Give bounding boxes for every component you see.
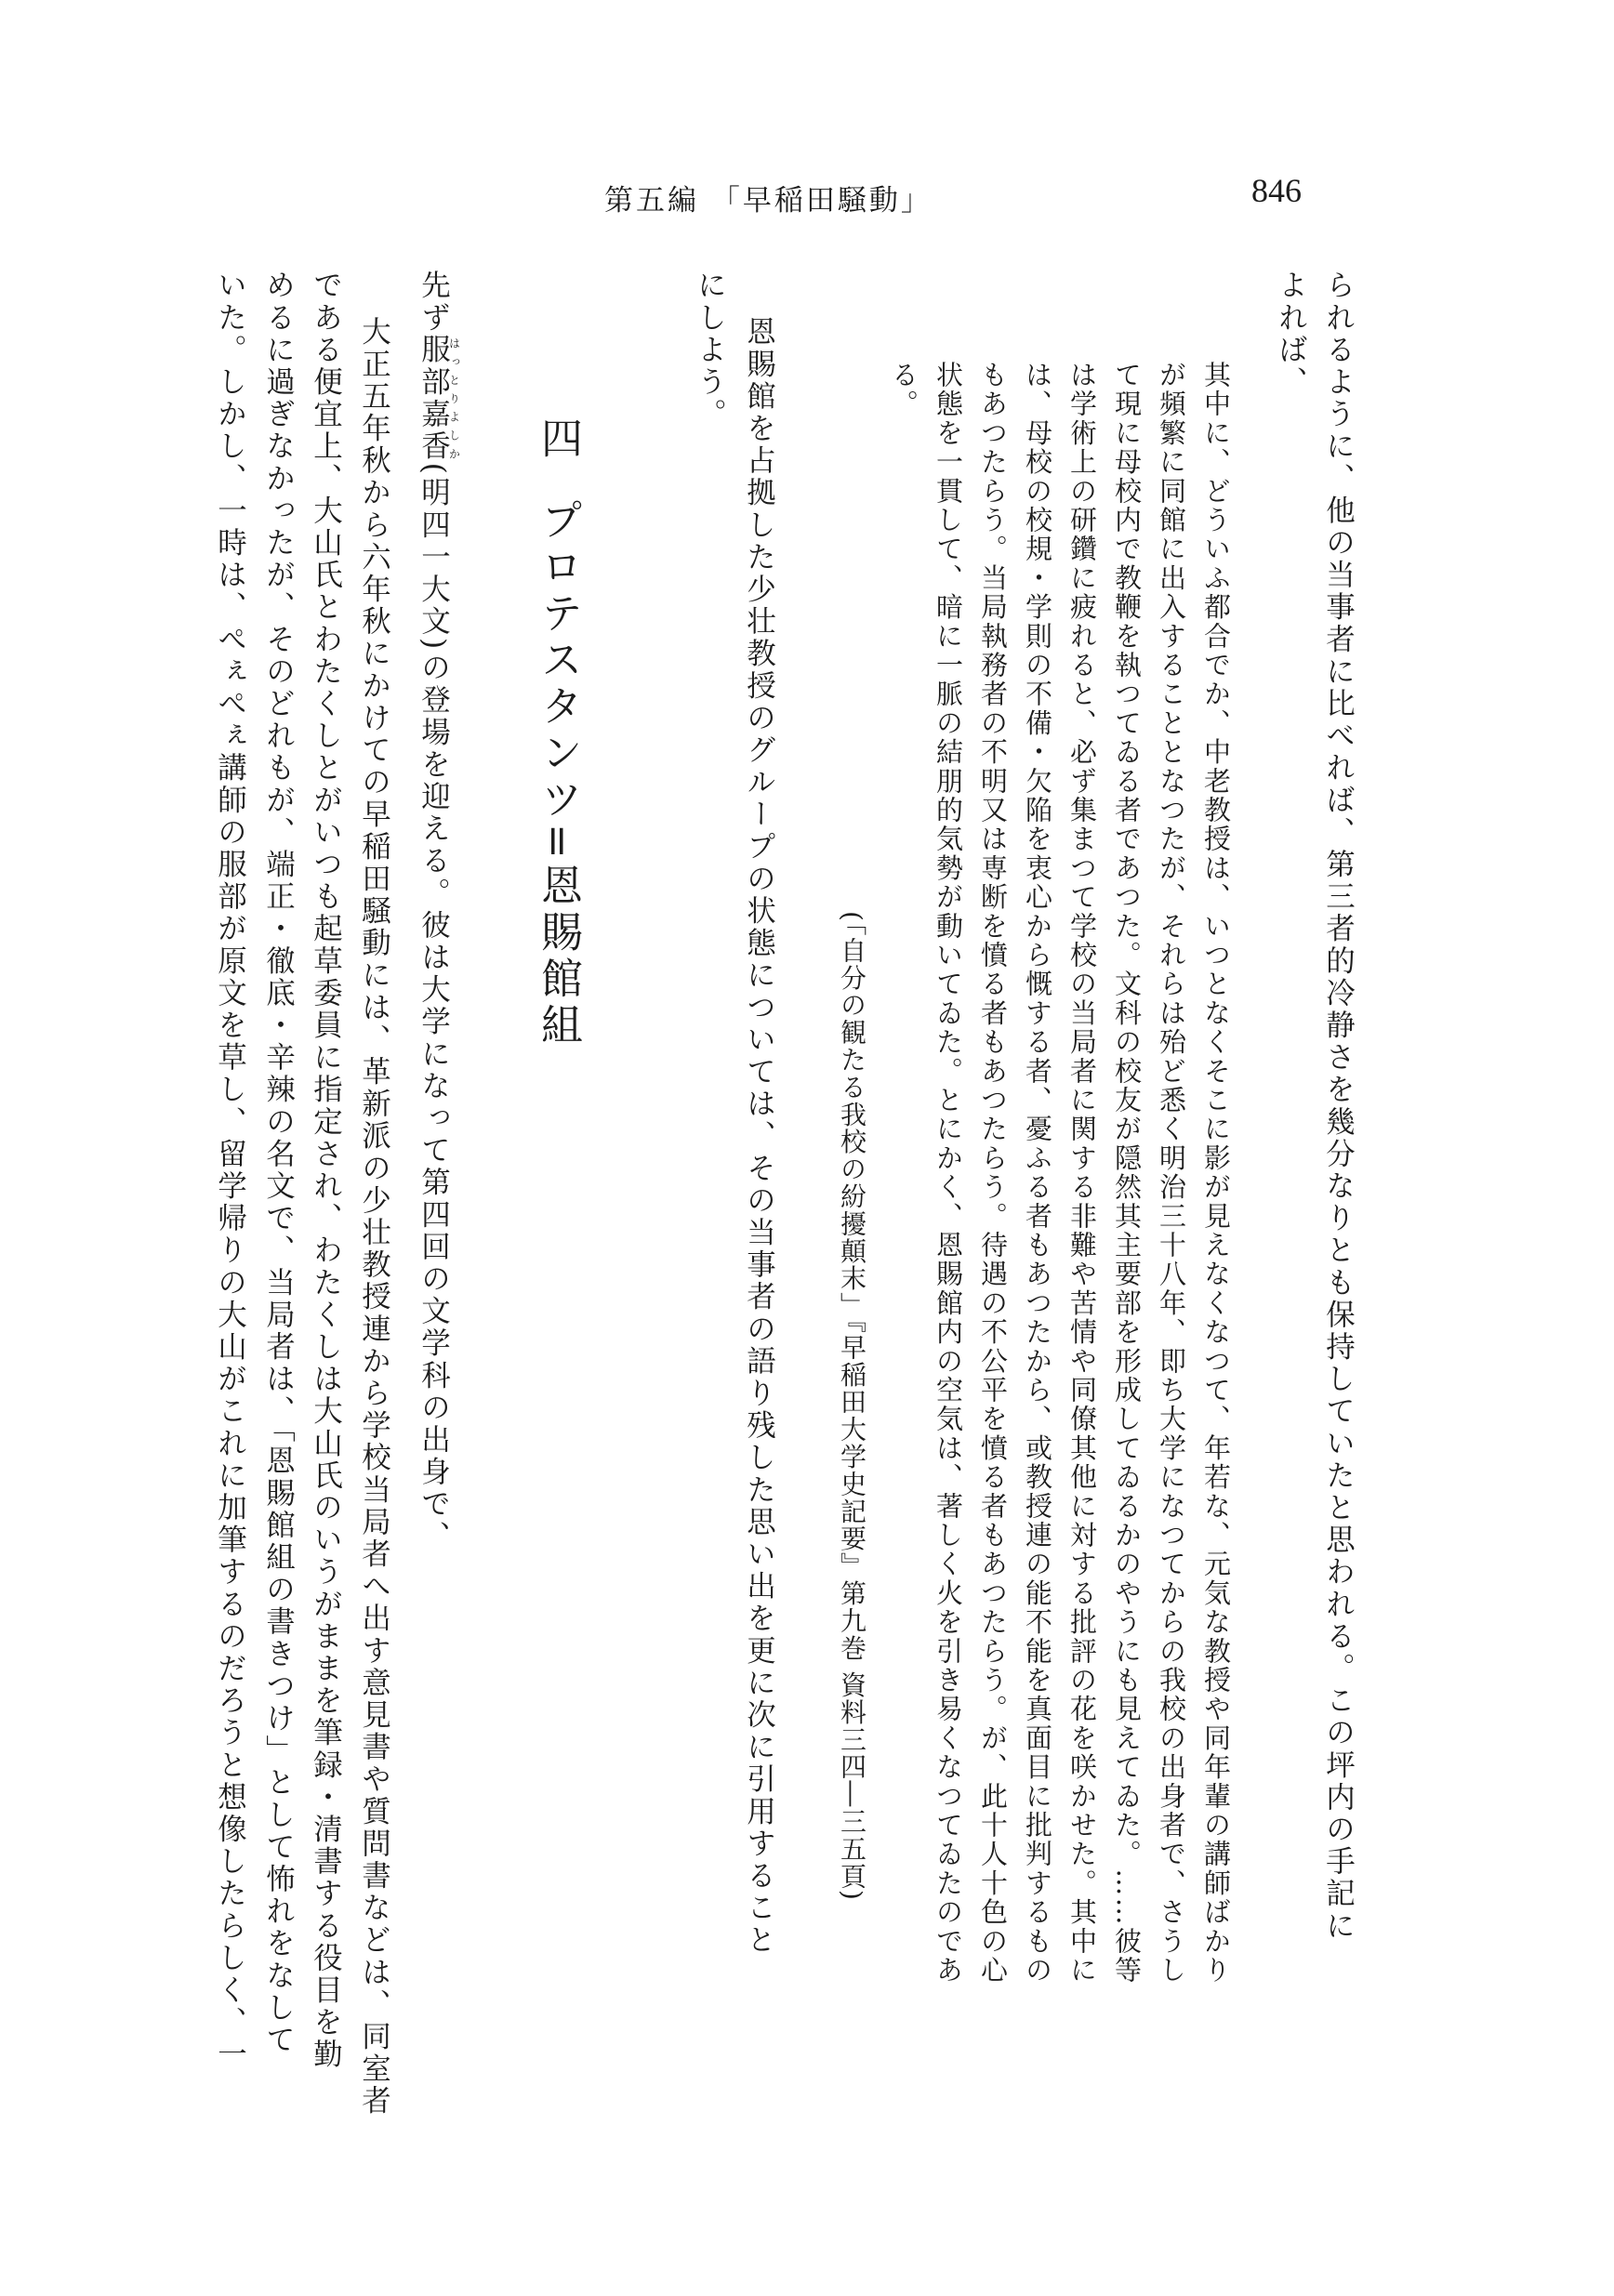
quote-line: もあつたらう。当局執務者の不明又は専断を憤る者もあつたらう。待遇の不公平を憤る者もあつたらう。が、此十人十色の心 [977,361,1009,1986]
quote-citation: (「自分の観たる我校の紛擾顛末」『早稲田大学史記要』第九巻 資料三四―三五頁) [837,911,867,1902]
page-number: 846 [1251,172,1302,209]
quote-line: が頻繁に同館に出入することとなつたが、それらは殆ど悉く明治三十八年、即ち大学になつてからの我校の出身者で、さうし [1156,361,1187,1986]
text-line: にしよう。 [693,270,727,430]
quote-line: 状態を一貫して、暗に一脈の結朋的気勢が動いてゐた。とにかく、恩賜館内の空気は、著しく火を引き易くなつてゐたのであ [933,361,964,1986]
running-header: 第五編 「早稲田騒動」 [604,184,933,218]
text-line: めるに過ぎなかったが、そのどれもが、端正・徹底・辛辣の名文で、当局者は、「恩賜館組の書きつけ」として怖れをなして [261,270,296,2056]
section-heading [534,416,583,1049]
quote-line: は学術上の研鑽に疲れると、必ず集まつて学校の当局者に関する非難や苦情や同僚其他に対する批評の花を咲かせた。其中に [1066,361,1098,1986]
text-line: られるように、他の当事者に比べれば、第三者的冷静さを幾分なりとも保持していたと思われる。この坪内の手記に [1321,270,1356,1943]
quote-line: る。 [888,361,919,419]
quote-line: は、母校の校規・学則の不備・欠陥を衷心から慨する者、憂ふる者もあつたから、或教授連の能不能を真面目に批判するもの [1022,361,1053,1986]
section-number: 四 [534,416,583,463]
text-line: 恩賜館を占拠した少壮教授のグループの状態については、その当事者の語り残した思い出を更に次に引用すること [742,316,776,1957]
text-line: 先ず服部嘉香はっとりよしか(明四一大文)の登場を迎える。彼は大学になって第四回の文学科の出身で、 [417,270,461,1553]
quote-line: 其中に、どういふ都合でか、中老教授は、いつとなくそこに影が見えなくなつて、年若な、元気な教授や同年輩の講師ばかり [1200,361,1232,1986]
text-line: である便宜上、大山氏とわたくしとがいつも起草委員に指定され、わたくしは大山氏のいうがままを筆録・清書する役目を勤 [309,270,343,2071]
quote-line: て現に母校内で教鞭を執つてゐる者であつた。文科の校友が隠然其主要部を形成してゐるかのやうにも見えてゐた。……彼等 [1111,361,1143,1986]
text-line: いた。しかし、一時は、ぺぇぺぇ講師の服部が原文を草し、留学帰りの大山がこれに加筆するのだろうと想像したらしく、一 [213,270,247,2071]
text-line: よれば、 [1274,270,1308,399]
text-line: 大正五年秋から六年秋にかけての早稲田騒動には、革新派の少壮教授連から学校当局者へ出す意見書や質問書などは、同室者 [357,316,391,2118]
section-title: プロテスタンツ=恩賜館組 [534,498,583,1049]
